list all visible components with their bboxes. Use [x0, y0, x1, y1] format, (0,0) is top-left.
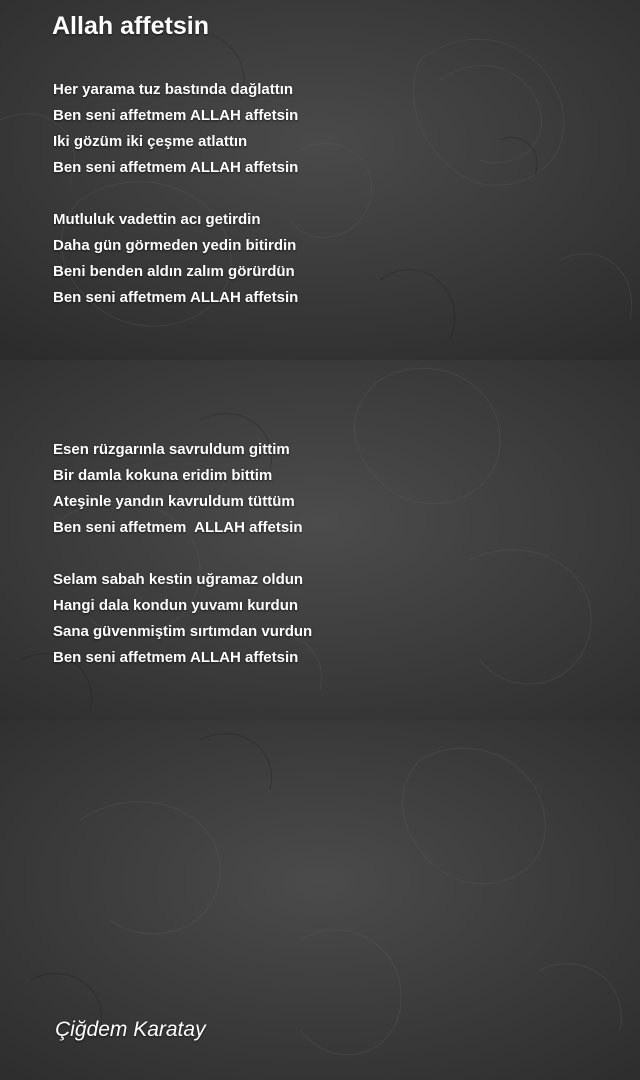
poem-line: Beni benden aldın zalım görürdün — [53, 263, 295, 280]
stanza-2 — [53, 207, 298, 311]
poem-line: Daha gün görmeden yedin bitirdin — [53, 237, 297, 254]
author-name: Çiğdem Karatay — [55, 1018, 206, 1041]
poem-line: Ben seni affetmem ALLAH affetsin — [53, 519, 303, 536]
poem-title: Allah affetsin — [52, 12, 209, 40]
poem-line: Ben seni affetmem ALLAH affetsin — [53, 107, 299, 124]
poem-line: Hangi dala kondun yuvamı kurdun — [53, 597, 299, 614]
poem-line: Esen rüzgarınla savruldum gittim — [53, 441, 290, 458]
poem-line: Mutluluk vadettin acı getirdin — [53, 211, 261, 228]
poem-line: Selam sabah kestin uğramaz oldun — [53, 571, 304, 588]
poem-line: Ben seni affetmem ALLAH affetsin — [53, 289, 299, 306]
poem-line: Ben seni affetmem ALLAH affetsin — [53, 649, 299, 666]
stanza-4 — [53, 567, 312, 671]
poem-line: Her yarama tuz bastında dağlattın — [53, 81, 294, 98]
stanza-1 — [53, 77, 298, 181]
poem-line: Bir damla kokuna eridim bittim — [53, 467, 273, 484]
poem-line: Ateşinle yandın kavruldum tüttüm — [53, 493, 295, 510]
poem-line: Sana güvenmiştim sırtımdan vurdun — [53, 623, 313, 640]
poem-line: Ben seni affetmem ALLAH affetsin — [53, 159, 299, 176]
stanza-3 — [53, 437, 303, 541]
poem-line: Iki gözüm iki çeşme atlattın — [53, 133, 248, 150]
